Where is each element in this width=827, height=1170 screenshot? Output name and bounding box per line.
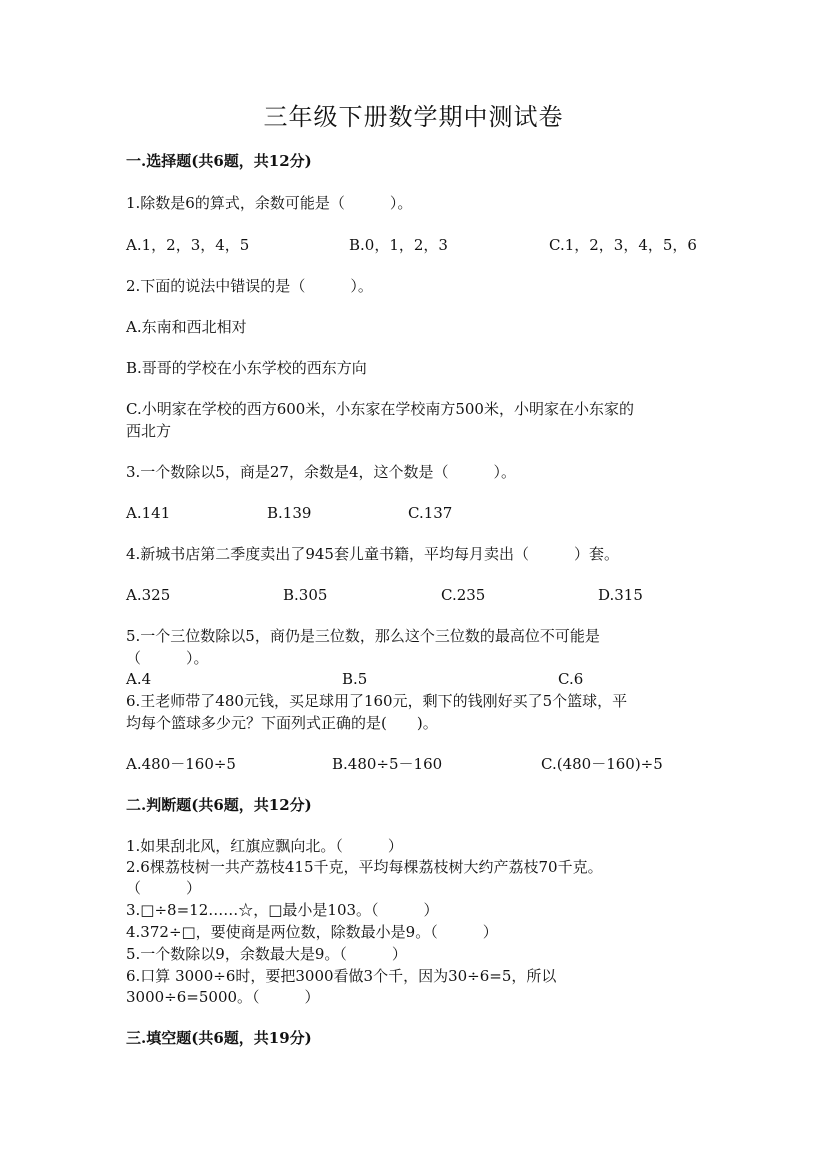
question-2-option-a: A.东南和西北相对 xyxy=(126,318,247,336)
section-heading-judgement: 二.判断题(共6题，共12分) xyxy=(126,796,312,814)
question-1-stem: 1.除数是6的算式，余数可能是（ ）。 xyxy=(126,194,413,212)
question-4-option-d: D.315 xyxy=(598,586,643,604)
question-6-option-c: C.(480－160)÷5 xyxy=(541,755,663,773)
question-4-option-b: B.305 xyxy=(283,586,328,604)
question-2-stem: 2.下面的说法中错误的是（ ）。 xyxy=(126,277,373,295)
judgement-item-1: 1.如果刮北风，红旗应飘向北。（ ） xyxy=(126,837,403,855)
judgement-item-2-blank: （ ） xyxy=(126,879,202,897)
question-2-option-b: B.哥哥的学校在小东学校的西东方向 xyxy=(126,359,367,377)
question-6-stem-line2: 均每个篮球多少元？下面列式正确的是( )。 xyxy=(126,714,438,732)
judgement-item-4: 4.372÷□，要使商是两位数，除数最小是9。（ ） xyxy=(126,923,498,941)
question-4-option-c: C.235 xyxy=(441,586,486,604)
question-1-option-c: C.1，2，3，4，5，6 xyxy=(549,236,697,254)
question-1-option-a: A.1，2，3，4，5 xyxy=(126,236,250,254)
judgement-item-6: 6.口算 3000÷6时，要把3000看做3个千，因为30÷6=5，所以 xyxy=(126,967,557,985)
question-3-option-c: C.137 xyxy=(408,504,453,522)
section-heading-choice: 一.选择题(共6题，共12分) xyxy=(126,152,312,170)
question-5-option-b: B.5 xyxy=(342,670,368,688)
question-5-option-c: C.6 xyxy=(558,670,584,688)
question-3-option-b: B.139 xyxy=(267,504,312,522)
judgement-item-3: 3.□÷8=12……☆，□最小是103。（ ） xyxy=(126,901,439,919)
question-5-option-a: A.4 xyxy=(126,670,152,688)
question-4-option-a: A.325 xyxy=(126,586,171,604)
section-heading-fill-in: 三.填空题(共6题，共19分) xyxy=(126,1029,312,1047)
question-6-option-b: B.480÷5－160 xyxy=(332,755,443,773)
judgement-item-6-line2: 3000÷6=5000。（ ） xyxy=(126,988,320,1006)
question-1-option-b: B.0，1，2，3 xyxy=(349,236,448,254)
judgement-item-2: 2.6棵荔枝树一共产荔枝415千克，平均每棵荔枝树大约产荔枝70千克。 xyxy=(126,858,603,876)
question-6-option-a: A.480－160÷5 xyxy=(126,755,236,773)
question-3-stem: 3.一个数除以5，商是27，余数是4，这个数是（ ）。 xyxy=(126,463,516,481)
question-2-option-c-line1: C.小明家在学校的西方600米，小东家在学校南方500米，小明家在小东家的 xyxy=(126,400,634,418)
judgement-item-5: 5.一个数除以9，余数最大是9。（ ） xyxy=(126,945,407,963)
question-5-stem-line2: （ ）。 xyxy=(126,649,209,667)
question-2-option-c-line2: 西北方 xyxy=(126,422,172,440)
question-5-stem-line1: 5.一个三位数除以5，商仍是三位数，那么这个三位数的最高位不可能是 xyxy=(126,627,600,645)
page-title: 三年级下册数学期中测试卷 xyxy=(263,103,564,131)
question-6-stem-line1: 6.王老师带了480元钱，买足球用了160元，剩下的钱刚好买了5个篮球，平 xyxy=(126,692,628,710)
question-4-stem: 4.新城书店第二季度卖出了945套儿童书籍，平均每月卖出（ ）套。 xyxy=(126,545,619,563)
question-3-option-a: A.141 xyxy=(126,504,171,522)
